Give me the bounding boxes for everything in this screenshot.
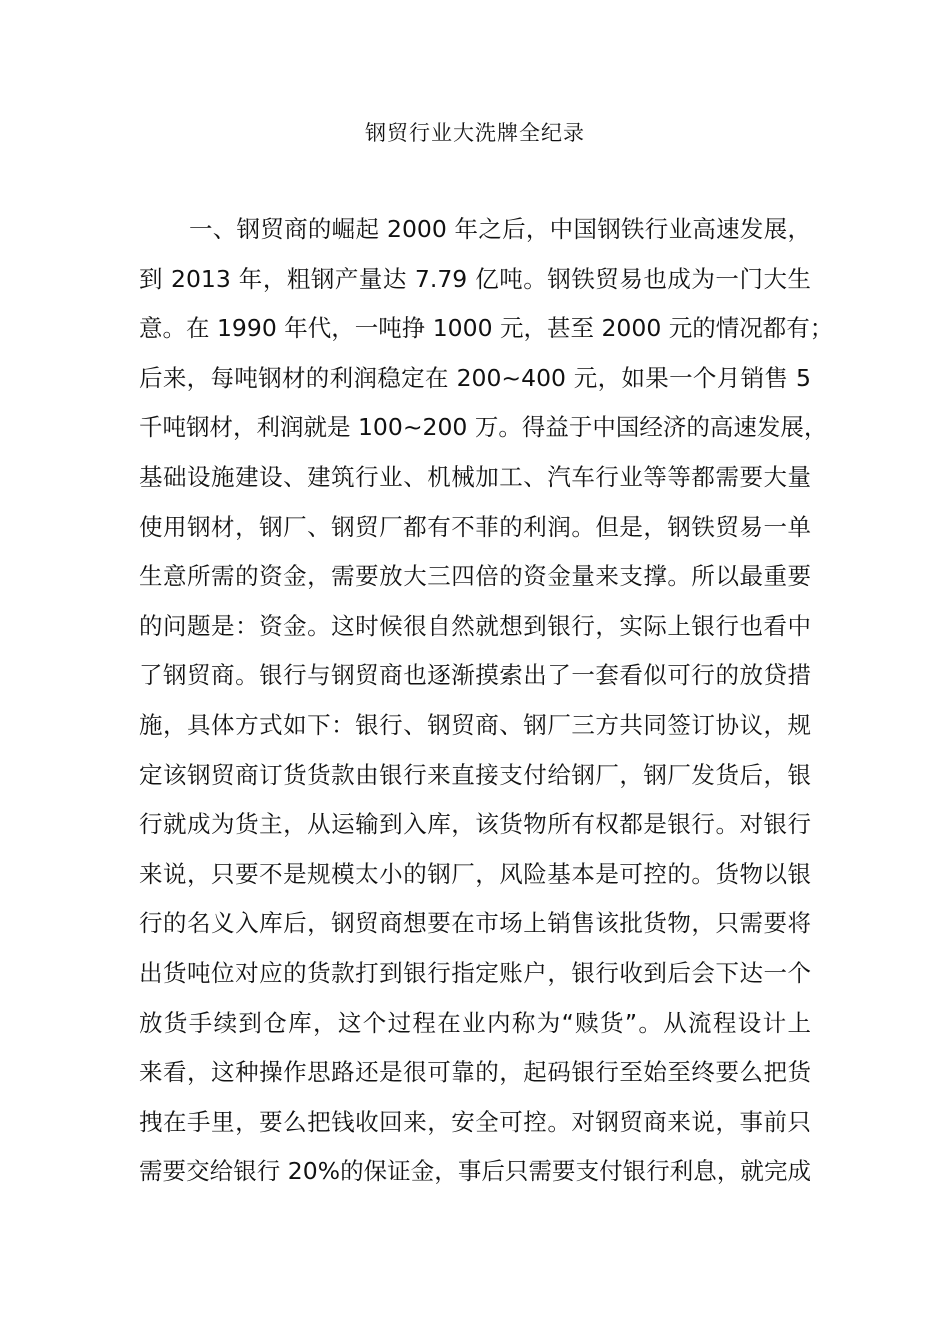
paragraph-line: 使用钢材，钢厂、钢贸厂都有不菲的利润。但是，钢铁贸易一单 — [139, 512, 811, 541]
paragraph-line: 意。在 1990 年代，一吨挣 1000 元，甚至 2000 元的情况都有； — [139, 314, 834, 343]
document-title: 钢贸行业大洗牌全纪录 — [365, 121, 585, 145]
paragraph-line: 生意所需的资金，需要放大三四倍的资金量来支撑。所以最重要 — [139, 562, 811, 591]
paragraph-line: 拽在手里，要么把钱收回来，安全可控。对钢贸商来说，事前只 — [139, 1107, 811, 1136]
paragraph-line: 定该钢贸商订货货款由银行来直接支付给钢厂，钢厂发货后，银 — [139, 760, 811, 789]
paragraph-line: 来说，只要不是规模太小的钢厂，风险基本是可控的。货物以银 — [139, 859, 811, 888]
paragraph-line: 施，具体方式如下：银行、钢贸商、钢厂三方共同签订协议，规 — [139, 710, 811, 739]
paragraph-line: 千吨钢材，利润就是 100~200 万。得益于中国经济的高速发展， — [139, 413, 828, 442]
paragraph-line: 基础设施建设、建筑行业、机械加工、汽车行业等等都需要大量 — [139, 462, 811, 491]
paragraph-line: 来看，这种操作思路还是很可靠的，起码银行至始至终要么把货 — [139, 1058, 811, 1087]
paragraph-line: 到 2013 年，粗钢产量达 7.79 亿吨。钢铁贸易也成为一门大生 — [139, 264, 811, 293]
paragraph-line: 了钢贸商。银行与钢贸商也逐渐摸索出了一套看似可行的放贷措 — [139, 661, 811, 690]
paragraph-line: 行就成为货主，从运输到入库，该货物所有权都是银行。对银行 — [139, 810, 811, 839]
paragraph-line: 一、钢贸商的崛起 2000 年之后，中国钢铁行业高速发展， — [189, 215, 811, 243]
paragraph-line: 出货吨位对应的货款打到银行指定账户，银行收到后会下达一个 — [139, 958, 811, 987]
paragraph-line: 行的名义入库后，钢贸商想要在市场上销售该批货物，只需要将 — [139, 909, 811, 938]
paragraph-line: 的问题是：资金。这时候很自然就想到银行，实际上银行也看中 — [139, 611, 811, 640]
paragraph-line: 需要交给银行 20%的保证金，事后只需要支付银行利息，就完成 — [139, 1157, 811, 1186]
body-paragraph — [139, 205, 834, 1197]
paragraph-line: 放货手续到仓库，这个过程在业内称为“赎货”。从流程设计上 — [139, 1008, 811, 1037]
paragraph-line: 后来，每吨钢材的利润稳定在 200~400 元，如果一个月销售 5 — [139, 363, 811, 392]
